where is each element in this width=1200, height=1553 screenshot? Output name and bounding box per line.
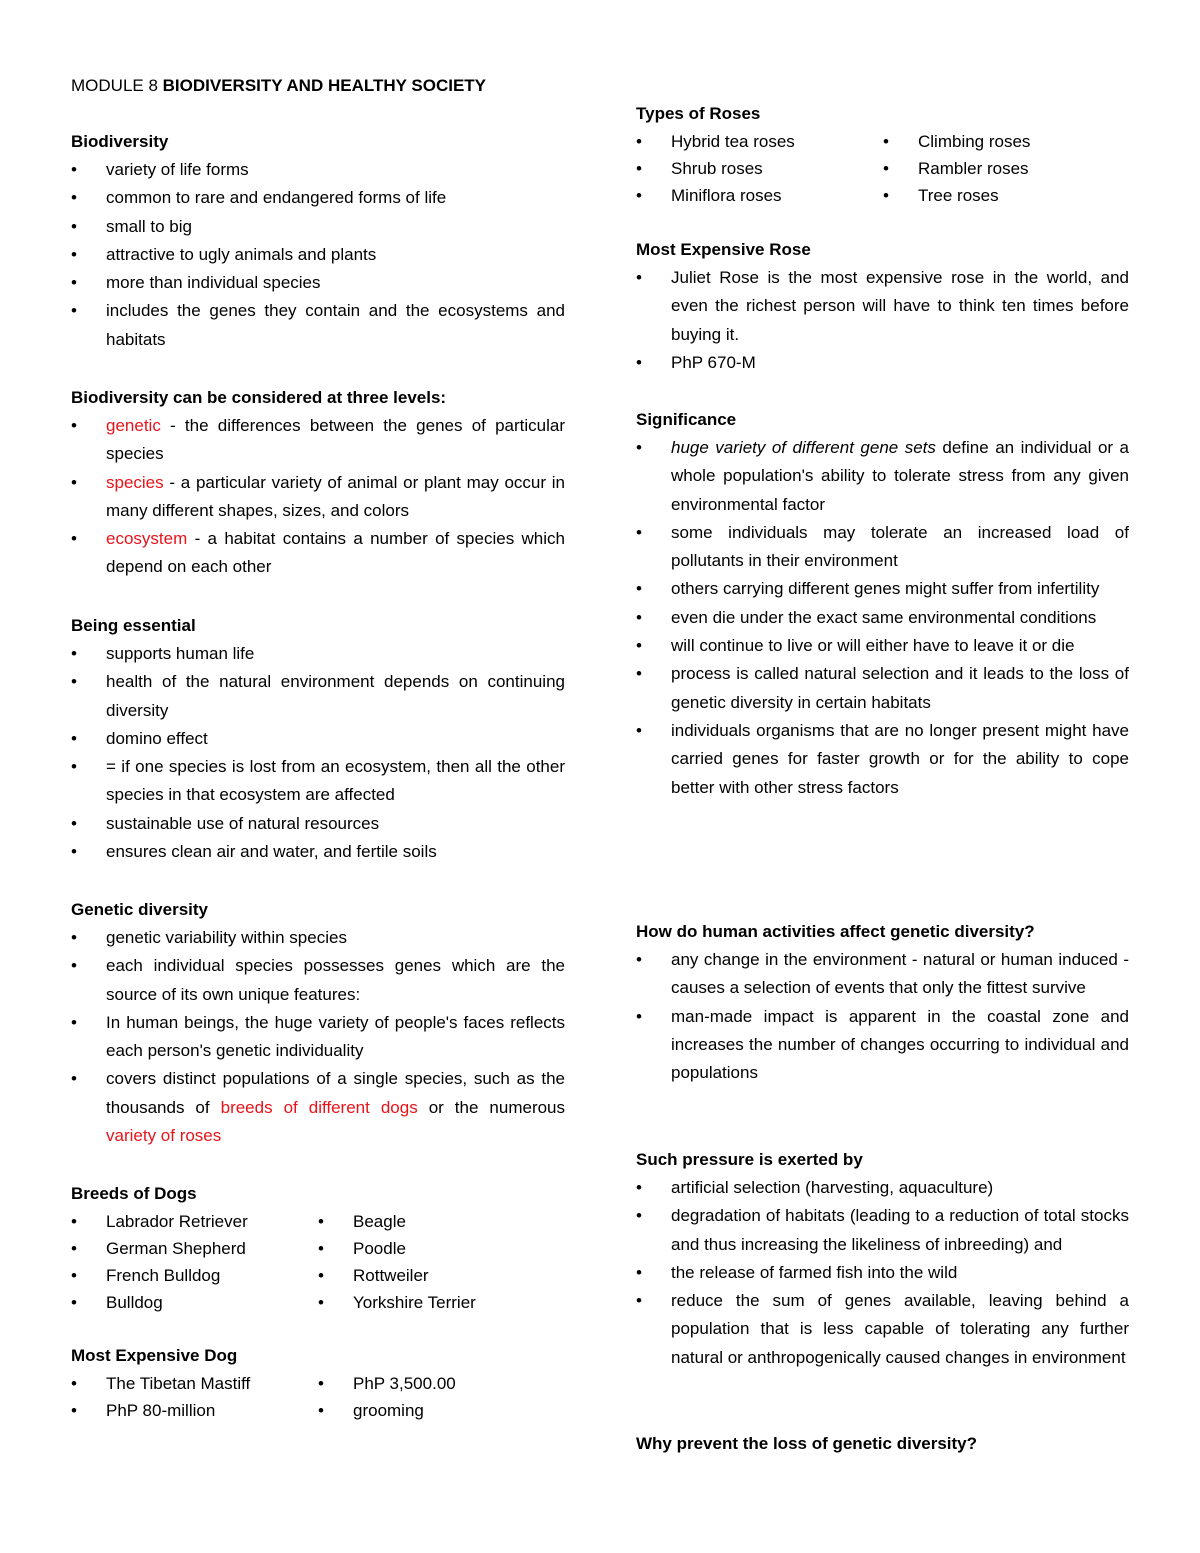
level-desc: - the differences between the genes of particular species — [106, 416, 565, 464]
list-item: • domino effect — [71, 725, 565, 753]
heading-dogs: Breeds of Dogs — [71, 1184, 197, 1203]
section-human-activities — [636, 918, 1129, 1087]
list-item: • each individual species possesses genes which are the source of its own unique features: — [71, 952, 565, 1009]
level-desc: - a particular variety of animal or plant may occur in many different shapes, sizes, and colors — [106, 472, 565, 520]
list-item: • health of the natural environment depends on continuing diversity — [71, 668, 565, 725]
list-item: • variety of life forms — [71, 156, 565, 184]
list-item: • Tree roses — [883, 182, 1130, 209]
section-genetic-diversity — [71, 896, 565, 1150]
list-biodiversity — [71, 156, 565, 354]
list-item: • PhP 670-M — [636, 349, 1129, 377]
list-item — [71, 525, 565, 582]
list-item: • Labrador Retriever — [71, 1208, 318, 1235]
list-item: • Miniflora roses — [636, 182, 883, 209]
item-text: define an individual or a whole population's ability to tolerate stress from any given environmental factor — [671, 438, 1129, 514]
heading-expensive-dog: Most Expensive Dog — [71, 1346, 238, 1365]
list-roses — [636, 128, 1129, 209]
italic-phrase: huge variety of different gene sets — [671, 438, 936, 457]
list-item: • artificial selection (harvesting, aquaculture) — [636, 1174, 1129, 1202]
list-item: • Bulldog — [71, 1289, 318, 1316]
title-bold: BIODIVERSITY AND HEALTHY SOCIETY — [162, 76, 487, 95]
list-item: • In human beings, the huge variety of people's faces reflects each person's genetic individuality — [71, 1009, 565, 1066]
heading-levels: Biodiversity can be considered at three levels: — [71, 388, 447, 407]
list-item: • sustainable use of natural resources — [71, 810, 565, 838]
list-expensive-rose — [636, 264, 1129, 377]
list-item: • PhP 3,500.00 — [318, 1370, 565, 1397]
list-levels — [71, 412, 565, 582]
level-desc: - a habitat contains a number of species which depend on each other — [106, 529, 565, 577]
level-term: genetic — [106, 416, 161, 435]
list-genetic-diversity — [71, 924, 565, 1150]
list-human-activities — [636, 946, 1129, 1087]
level-term: ecosystem — [106, 529, 188, 549]
list-item: • Shrub roses — [636, 155, 883, 182]
heading-essential: Being essential — [71, 616, 196, 635]
list-item: • Juliet Rose is the most expensive rose in the world, and even the richest person will have to think ten times before buying it. — [636, 264, 1129, 349]
list-significance — [636, 434, 1129, 802]
heading-prevent: Why prevent the loss of genetic diversity? — [636, 1434, 978, 1453]
list-item: • small to big — [71, 213, 565, 241]
list-item: • grooming — [318, 1397, 565, 1424]
list-item: • Rambler roses — [883, 155, 1130, 182]
list-item: • process is called natural selection and it leads to the loss of genetic diversity in certain habitats — [636, 660, 1129, 717]
list-item: • reduce the sum of genes available, leaving behind a population that is less capable of tolerating any further natural or anthropogenically caused changes in environment — [636, 1287, 1129, 1372]
list-item: • degradation of habitats (leading to a reduction of total stocks and thus increasing the likeliness of inbreeding) and — [636, 1202, 1129, 1259]
heading-expensive-rose: Most Expensive Rose — [636, 240, 811, 259]
list-essential — [71, 640, 565, 866]
section-roses — [636, 100, 1129, 209]
section-biodiversity — [71, 128, 565, 354]
list-item: • man-made impact is apparent in the coastal zone and increases the number of changes occurring to individual and populations — [636, 1003, 1129, 1088]
highlight-dogs: breeds of different dogs — [220, 1097, 418, 1117]
list-item: • PhP 80-million — [71, 1397, 318, 1424]
section-dogs — [71, 1180, 565, 1316]
list-item: • genetic variability within species — [71, 924, 565, 952]
section-essential — [71, 612, 565, 866]
list-item: • Poodle — [318, 1235, 565, 1262]
section-levels — [71, 384, 565, 582]
list-item: • the release of farmed fish into the wild — [636, 1259, 1129, 1287]
list-item: • supports human life — [71, 640, 565, 668]
list-item — [71, 469, 565, 526]
heading-pressure: Such pressure is exerted by — [636, 1150, 863, 1169]
title-prefix: MODULE 8 — [71, 76, 158, 95]
list-item — [636, 434, 1129, 519]
highlight-roses: variety of roses — [106, 1126, 222, 1146]
list-pressure — [636, 1174, 1129, 1372]
list-item: • French Bulldog — [71, 1262, 318, 1289]
list-item: • even die under the exact same environmental conditions — [636, 604, 1129, 632]
list-item: • The Tibetan Mastiff — [71, 1370, 318, 1397]
list-item: • any change in the environment - natural or human induced - causes a selection of events that only the fittest survive — [636, 946, 1129, 1003]
section-expensive-rose — [636, 236, 1129, 377]
list-item: • includes the genes they contain and the ecosystems and habitats — [71, 297, 565, 354]
section-significance — [636, 406, 1129, 802]
heading-significance: Significance — [636, 410, 737, 429]
item-text: covers distinct populations of a single species, such as the thousands of — [106, 1069, 565, 1117]
heading-biodiversity: Biodiversity — [71, 132, 169, 151]
section-expensive-dog — [71, 1342, 565, 1424]
section-pressure — [636, 1146, 1129, 1372]
list-item: • common to rare and endangered forms of life — [71, 184, 565, 212]
list-item: • = if one species is lost from an ecosystem, then all the other species in that ecosystem are affected — [71, 753, 565, 810]
list-item: • Beagle — [318, 1208, 565, 1235]
list-item: • Hybrid tea roses — [636, 128, 883, 155]
heading-human-activities: How do human activities affect genetic diversity? — [636, 922, 1035, 941]
list-expensive-dog — [71, 1370, 565, 1424]
list-item: • others carrying different genes might suffer from infertility — [636, 575, 1129, 603]
list-item: • Rottweiler — [318, 1262, 565, 1289]
list-item: • individuals organisms that are no longer present might have carried genes for faster growth or for the ability to cope better with other stress factors — [636, 717, 1129, 802]
list-item: • Yorkshire Terrier — [318, 1289, 565, 1316]
list-item: • German Shepherd — [71, 1235, 318, 1262]
list-item — [71, 1065, 565, 1150]
list-item: • Climbing roses — [883, 128, 1130, 155]
list-item: • ensures clean air and water, and fertile soils — [71, 838, 565, 866]
list-item: • some individuals may tolerate an increased load of pollutants in their environment — [636, 519, 1129, 576]
list-item: • attractive to ugly animals and plants — [71, 241, 565, 269]
list-dogs — [71, 1208, 565, 1316]
level-term: species — [106, 472, 164, 492]
heading-genetic-diversity: Genetic diversity — [71, 900, 209, 919]
heading-roses: Types of Roses — [636, 104, 761, 123]
list-item: • will continue to live or will either have to leave it or die — [636, 632, 1129, 660]
page-title — [71, 72, 565, 100]
item-text: or the numerous — [417, 1097, 566, 1117]
list-item: • more than individual species — [71, 269, 565, 297]
list-item — [71, 412, 565, 469]
